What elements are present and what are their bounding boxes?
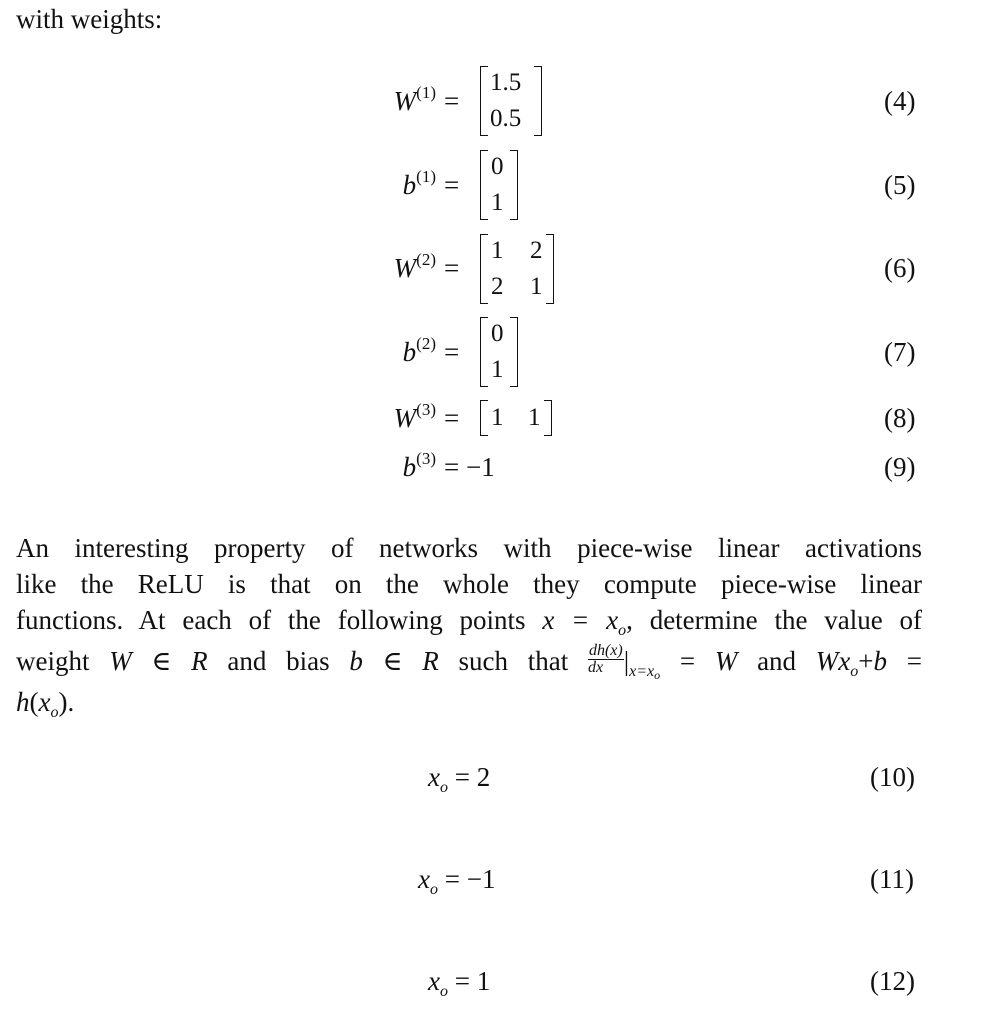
- point-12-sub: o: [439, 983, 448, 1000]
- w2-cell-0-1: 2: [530, 237, 543, 264]
- paragraph-line-1: An interesting property of networks with piece-wise linear activations: [16, 533, 922, 563]
- w3-cell-0-1: 1: [528, 404, 541, 431]
- w2-superscript: (2): [416, 250, 436, 269]
- b2-superscript: (2): [416, 334, 436, 353]
- paragraph-line-2: like the ReLU is that on the whole they compute piece-wise linear: [16, 569, 922, 599]
- w1-symbol: W: [393, 86, 417, 116]
- b3-superscript: (3): [416, 449, 436, 468]
- intro-text: with weights:: [16, 4, 163, 34]
- b2-equals: =: [444, 337, 460, 367]
- paragraph-line-5: $h(x_o)$.: [16, 687, 75, 721]
- b1-matrix: [480, 150, 518, 220]
- equation-number-10: (10): [870, 762, 915, 792]
- b2-symbol: b: [402, 337, 417, 367]
- paragraph-line-4: weight W ∈ R and bias b ∈ R such that $\frac{dh(x)}{dx}$ $|_{x=xo} = W$ and $Wx_o+b$ =: [16, 641, 922, 682]
- b2-cell-0-0: 0: [491, 320, 504, 347]
- equation-number-11: (11): [870, 864, 914, 894]
- w1-cell-1-0: 0.5: [490, 105, 522, 132]
- equation-number-8: (8): [884, 403, 916, 433]
- w3-matrix: [480, 400, 552, 436]
- derivative-fraction: $\frac{dh(x)}{dx}$: [587, 641, 623, 677]
- point-10-sub: o: [439, 779, 448, 796]
- b1-cell-1-0: 1: [491, 189, 504, 216]
- w2-cell-1-1: 1: [530, 273, 543, 300]
- equation-number-5: (5): [884, 170, 916, 200]
- b3-equals: = −1: [444, 452, 495, 482]
- paragraph-line-3: functions. At each of the following points $x = x_o$, determine the value of: [16, 605, 923, 639]
- point-11-sub: o: [429, 881, 438, 898]
- b1-cell-0-0: 0: [491, 153, 504, 180]
- point-11-rhs: = −1: [444, 864, 496, 894]
- w3-symbol: W: [393, 403, 417, 433]
- equation-number-9: (9): [884, 452, 916, 482]
- w1-equals: =: [444, 86, 460, 116]
- b2-matrix: [480, 317, 518, 387]
- point-12-var: x: [428, 966, 440, 996]
- paragraph: [16, 530, 922, 725]
- b1-symbol: b: [402, 170, 417, 200]
- w1-cell-0-0: 1.5: [490, 69, 522, 96]
- w1-superscript: (1): [416, 83, 436, 102]
- b2-cell-1-0: 1: [491, 356, 504, 383]
- equation-number-12: (12): [870, 966, 915, 996]
- point-10-rhs: = 2: [454, 762, 491, 792]
- b3-symbol: b: [402, 452, 417, 482]
- point-12-rhs: = 1: [454, 966, 491, 996]
- b1-equals: =: [444, 170, 460, 200]
- b1-superscript: (1): [416, 167, 436, 186]
- w2-matrix: [480, 234, 554, 304]
- point-10-var: x: [428, 762, 440, 792]
- w2-symbol: W: [393, 253, 417, 283]
- w3-equals: =: [444, 403, 460, 433]
- equation-number-6: (6): [884, 253, 916, 283]
- w1-matrix: [480, 66, 542, 136]
- w3-cell-0-0: 1: [491, 404, 504, 431]
- equation-number-4: (4): [884, 86, 916, 116]
- w2-equals: =: [444, 253, 460, 283]
- w3-superscript: (3): [416, 400, 436, 419]
- w2-cell-1-0: 2: [491, 273, 504, 300]
- point-11-var: x: [418, 864, 430, 894]
- equation-number-7: (7): [884, 337, 916, 367]
- w2-cell-0-0: 1: [491, 237, 504, 264]
